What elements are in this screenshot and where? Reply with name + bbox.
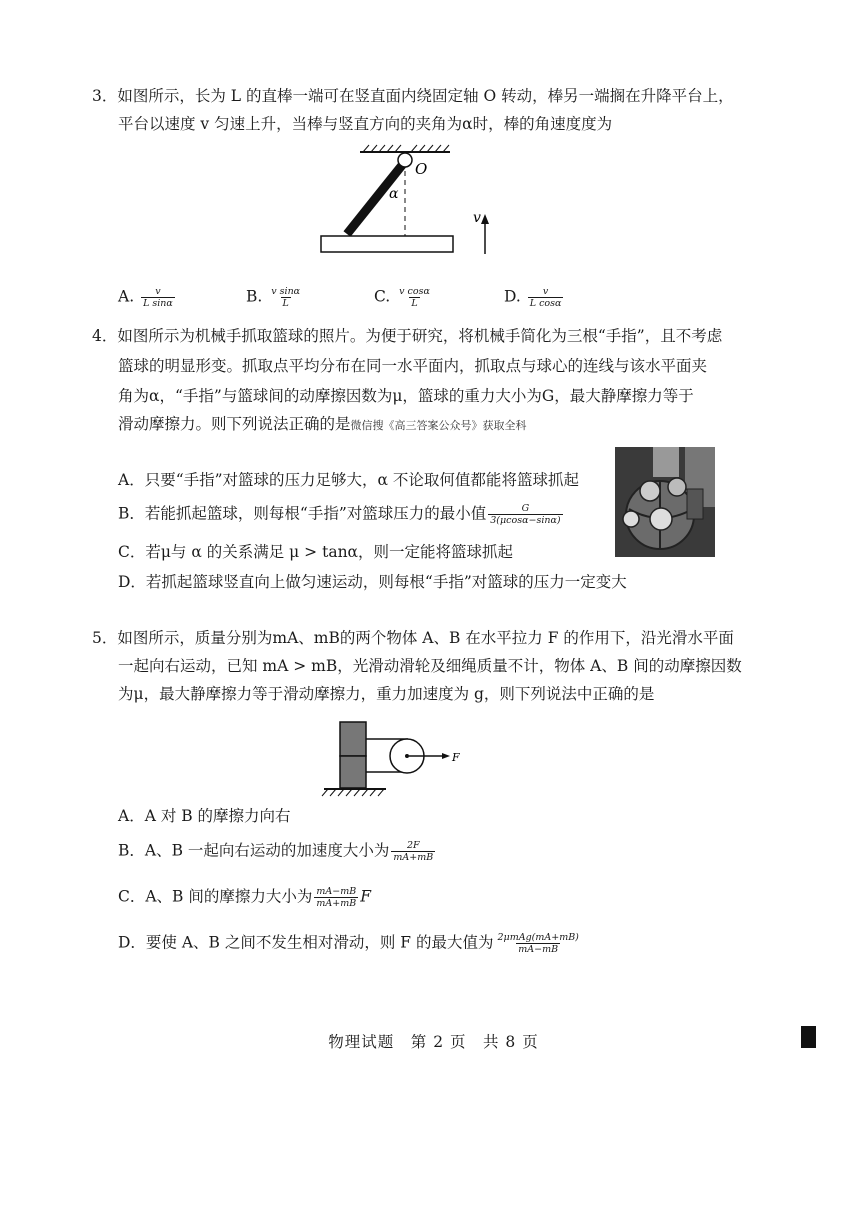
q5-line1: 5．如图所示，质量分别为mA、mB的两个物体 A、B 在水平拉力 F 的作用下，沿光滑水平面 xyxy=(92,629,734,647)
q4-number: 4． xyxy=(92,327,118,345)
label-v: v xyxy=(473,210,481,226)
q5-option-d[interactable]: D．要使 A、B 之间不发生相对滑动，则 F 的最大值为 $\frac{\text{2μmAg(mA+mB)}}{mA-mB}$ xyxy=(118,932,579,955)
label-alpha: α xyxy=(389,186,399,202)
q4-line3: 角为α，“手指”与篮球间的动摩擦因数为μ，篮球的重力大小为G，最大静摩擦力等于 xyxy=(118,387,694,405)
q3-rod-figure xyxy=(315,140,495,260)
q5-line3: 为μ，最大静摩擦力等于滑动摩擦力，重力加速度为 g，则下列说法中正确的是 xyxy=(118,685,655,703)
q4-line4: 滑动摩擦力。则下列说法正确的是微信搜《高三答案公众号》获取全科 xyxy=(118,415,527,433)
q4-line2: 篮球的明显形变。抓取点平均分布在同一水平面内，抓取点与球心的连线与该水平面夹 xyxy=(118,357,708,375)
q3-option-d[interactable]: D. $\frac{v}{\text{L cosα}}$ xyxy=(504,286,562,309)
q3-option-b[interactable]: B. $\frac{\text{v sinα}}{L}$ xyxy=(246,286,301,309)
page-footer: 物理试题 第 2 页 共 8 页 xyxy=(328,1033,539,1051)
robot-hand-basketball-photo xyxy=(615,447,715,557)
q5-number: 5． xyxy=(92,629,118,647)
q3-option-a[interactable]: A. $\frac{v}{\text{L sinα}}$ xyxy=(118,286,173,309)
q4-option-a[interactable]: A．只要“手指”对篮球的压力足够大，α 不论取何值都能将篮球抓起 xyxy=(118,471,579,489)
q5-option-a[interactable]: A．A 对 B 的摩擦力向右 xyxy=(118,807,291,825)
q3-line1 xyxy=(92,86,734,106)
q4-option-c[interactable]: C．若μ与 α 的关系满足 μ > tanα，则一定能将篮球抓起 xyxy=(118,543,514,561)
q4-option-b[interactable]: B．若能抓起篮球，则每根“手指”对篮球压力的最小值 $\frac{G}{3(\mu\cos\alpha-\sin\alpha)}$ xyxy=(118,503,561,526)
q5-pulley-figure xyxy=(320,718,470,800)
q5-line2: 一起向右运动，已知 mA > mB，光滑动滑轮及细绳质量不计，物体 A、B 间的动摩擦因数 xyxy=(118,657,742,675)
q3-text-1: 如图所示，长为 L 的直棒一端可在竖直面内绕固定轴 O 转动，棒另一端搁在升降平台上， xyxy=(117,87,734,105)
q4-line1: 4．如图所示为机械手抓取篮球的照片。为便于研究，将机械手简化为三根“手指”，且不考虑 xyxy=(92,327,723,345)
q3-line2: 平台以速度 v 匀速上升，当棒与竖直方向的夹角为α时，棒的角速度度为 xyxy=(118,115,613,133)
scan-mark xyxy=(801,1026,816,1048)
q3-option-c[interactable]: C. $\frac{\text{v cosα}}{L}$ xyxy=(374,286,430,309)
q3-number: 3． xyxy=(92,87,118,105)
label-f: F xyxy=(452,751,460,764)
q5-option-b[interactable]: B．A、B 一起向右运动的加速度大小为 $\frac{2F}{mA+mB}$ xyxy=(118,840,434,863)
q4-option-d[interactable]: D．若抓起篮球竖直向上做匀速运动，则每根“手指”对篮球的压力一定变大 xyxy=(118,573,627,591)
label-o: O xyxy=(415,160,428,178)
wechat-note: 微信搜《高三答案公众号》获取全科 xyxy=(350,419,527,432)
q5-option-c[interactable]: C．A、B 间的摩擦力大小为 $\frac{mA-mB}{mA+mB}$ F xyxy=(118,886,371,909)
